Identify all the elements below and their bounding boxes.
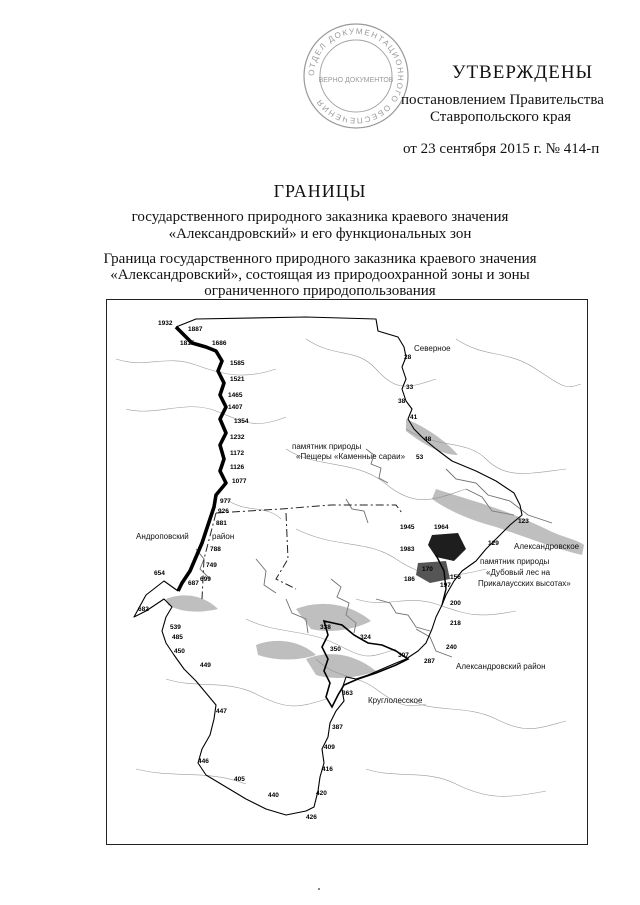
point-number: 123 (518, 518, 529, 525)
page-speck (318, 888, 320, 890)
point-number: 485 (172, 634, 183, 641)
point-number: 446 (198, 758, 209, 765)
section-line: «Александровский», состоящая из природоохранной зоны и зоны (110, 267, 530, 283)
point-number: 426 (306, 814, 317, 821)
point-number: 41 (410, 414, 418, 421)
point-number: 48 (424, 436, 432, 443)
point-number: 218 (450, 620, 461, 627)
point-number: 53 (416, 454, 424, 461)
monument-label-dubovy-1: памятник природы (480, 557, 550, 566)
point-number: 1964 (434, 524, 449, 531)
point-number: 416 (322, 766, 333, 773)
place-label-aleksandrovsky-rayon: Александровский район (456, 662, 546, 671)
point-number: 440 (268, 792, 279, 799)
point-number: 1232 (230, 434, 245, 441)
point-number: 449 (200, 662, 211, 669)
point-number: 539 (170, 624, 181, 631)
section-line: Граница государственного природного заказника краевого значения (103, 251, 537, 267)
document-subtitle (0, 209, 640, 243)
boundary-map (106, 299, 588, 845)
svg-text:ОТДЕЛ ДОКУМЕНТАЦИОННОГО ОБЕСПЕ (307, 27, 405, 125)
point-number: 1932 (158, 320, 173, 327)
point-number: 749 (206, 562, 217, 569)
point-number: 170 (422, 566, 433, 573)
decree-line-1: постановлением Правительства (401, 92, 604, 108)
point-number: 1077 (232, 478, 247, 485)
monument-label-peshchery-2: «Пещеры «Каменные сараи» (296, 452, 406, 461)
point-number: 197 (440, 582, 451, 589)
place-label-severnoe: Северное (414, 344, 451, 353)
point-number: 926 (218, 508, 229, 515)
section-title (0, 251, 640, 299)
monument-label-dubovy-2: «Дубовый лес на (486, 568, 551, 577)
point-number: 38 (398, 398, 406, 405)
point-number: 156 (450, 574, 461, 581)
point-number: 977 (220, 498, 231, 505)
point-number: 1126 (230, 464, 245, 471)
place-label-rayon: район (212, 532, 235, 541)
point-number: 405 (234, 776, 245, 783)
point-number: 420 (316, 790, 327, 797)
point-number: 363 (342, 690, 353, 697)
point-number: 788 (210, 546, 221, 553)
place-label-andropovsky: Андроповский (136, 532, 189, 541)
point-number: 28 (404, 354, 412, 361)
monument-label-dubovy-3: Прикалаусских высотах» (478, 579, 571, 588)
point-number: 186 (404, 576, 415, 583)
place-label-aleksandrovskoe: Александровское (514, 542, 580, 551)
monument-label-peshchery-1: памятник природы (292, 442, 362, 451)
point-number: 1686 (212, 340, 227, 347)
subtitle-line: государственного природного заказника краевого значения (131, 209, 509, 225)
place-label-krugloleskoe: Круглолесское (368, 696, 423, 705)
stamp-ring-text: ОТДЕЛ ДОКУМЕНТАЦИОННОГО ОБЕСПЕЧЕНИЯ (306, 26, 406, 126)
point-number: 1172 (230, 450, 245, 457)
point-number: 1815 (180, 340, 195, 347)
official-stamp (300, 20, 412, 132)
point-number: 33 (406, 384, 414, 391)
point-number: 1585 (230, 360, 245, 367)
stamp-center-text: ВЕРНО ДОКУМЕНТОВ (318, 77, 394, 84)
point-number: 654 (154, 570, 165, 577)
section-line: ограниченного природопользования (204, 283, 436, 299)
point-number: 409 (324, 744, 335, 751)
point-number: 687 (188, 580, 199, 587)
point-number: 1521 (230, 376, 245, 383)
point-number: 1407 (228, 404, 243, 411)
point-number: 881 (216, 520, 227, 527)
approval-title: УТВЕРЖДЕНЫ (452, 62, 594, 83)
point-number: 1354 (234, 418, 249, 425)
decree-line-2: Ставропольского края (430, 109, 571, 125)
decree-date: от 23 сентября 2015 г. № 414-п (403, 141, 600, 157)
point-number: 699 (200, 576, 211, 583)
point-number: 287 (424, 658, 435, 665)
point-number: 1945 (400, 524, 415, 531)
point-number: 447 (216, 708, 227, 715)
point-number: 387 (332, 724, 343, 731)
subtitle-line: «Александровский» и его функциональных зон (168, 226, 472, 242)
point-number: 324 (360, 634, 371, 641)
document-heading: ГРАНИЦЫ (273, 181, 367, 201)
point-number: 338 (320, 624, 331, 631)
point-number: 1465 (228, 392, 243, 399)
point-number: 129 (488, 540, 499, 547)
point-number: 350 (330, 646, 341, 653)
point-number: 307 (398, 652, 409, 659)
point-number: 1983 (400, 546, 415, 553)
point-number: 682 (138, 606, 149, 613)
point-number: 1887 (188, 326, 203, 333)
point-number: 240 (446, 644, 457, 651)
point-number: 200 (450, 600, 461, 607)
point-number: 450 (174, 648, 185, 655)
